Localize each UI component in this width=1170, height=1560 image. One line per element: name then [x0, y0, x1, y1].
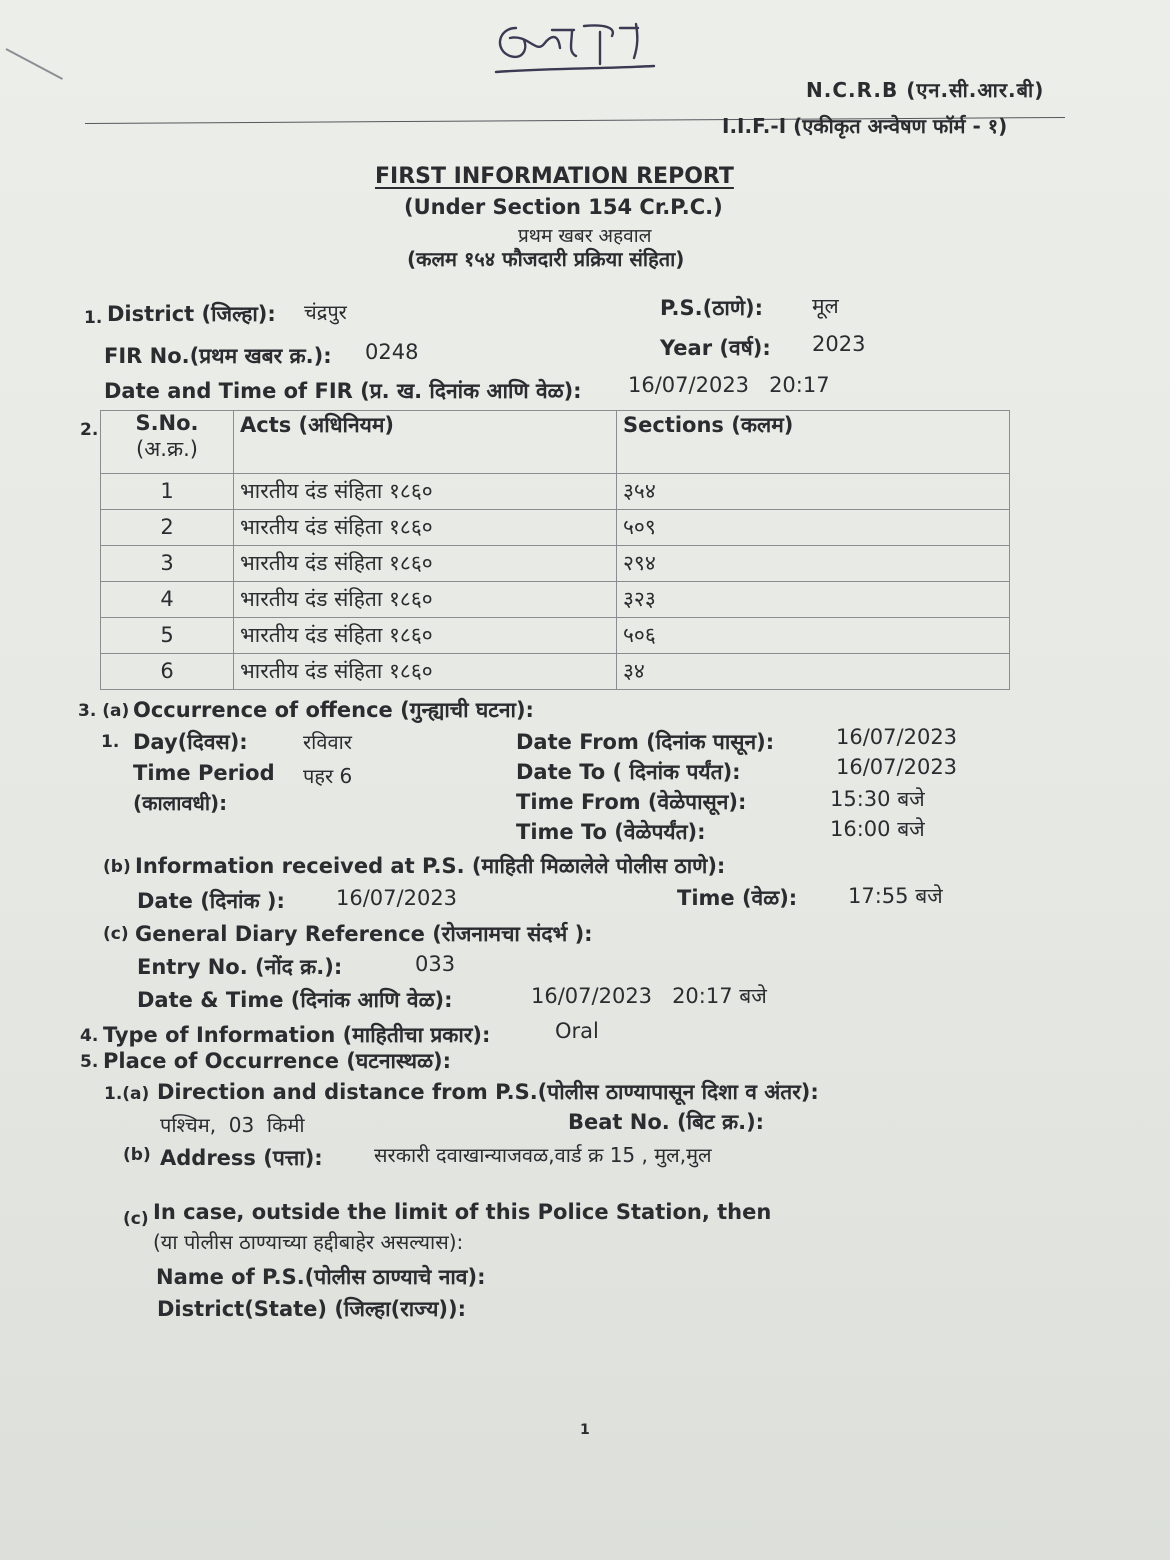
iif-header: I.I.F.-I (एकीकृत अन्वेषण फॉर्म - १): [722, 114, 1008, 138]
year-value: 2023: [812, 332, 866, 356]
acts-sections-table: [100, 410, 1010, 690]
row-section: २९४: [617, 546, 1010, 582]
address-value: सरकारी दवाखान्याजवळ,वार्ड क्र 15 , मुल,मुल: [374, 1143, 712, 1167]
row-act: भारतीय दंड संहिता १८६०: [234, 654, 617, 690]
section-2-number: 2.: [80, 420, 99, 440]
row-section: ३५४: [617, 474, 1010, 510]
ps-value: मूल: [812, 294, 839, 318]
info-type-value: Oral: [555, 1019, 599, 1043]
direction-label: Direction and distance from P.S.(पोलीस ठाण्यापासून दिशा व अंतर):: [157, 1080, 819, 1104]
row-act: भारतीय दंड संहिता १८६०: [234, 474, 617, 510]
report-subtitle-marathi: (कलम १५४ फौजदारी प्रक्रिया संहिता): [407, 247, 685, 271]
header-sno: S.No. (अ.क्र.): [101, 411, 234, 474]
time-period-label-marathi: (कालावधी):: [133, 791, 228, 815]
row-sno: 4: [101, 582, 234, 618]
table-row: [101, 654, 1010, 690]
section-5c-number: (c): [123, 1209, 149, 1229]
outside-district-state-label: District(State) (जिल्हा(राज्य)):: [157, 1297, 467, 1321]
handwritten-signature: [488, 14, 658, 76]
outside-ps-name-label: Name of P.S.(पोलीस ठाण्याचे नाव):: [156, 1265, 486, 1289]
time-to-value: 16:00 बजे: [830, 817, 925, 841]
report-title: FIRST INFORMATION REPORT: [375, 164, 734, 189]
section-4-number: 4.: [80, 1026, 99, 1046]
gd-datetime-label: Date & Time (दिनांक आणि वेळ):: [137, 988, 453, 1012]
section-5b-number: (b): [123, 1145, 151, 1165]
row-act: भारतीय दंड संहिता १८६०: [234, 546, 617, 582]
date-to-value: 16/07/2023: [836, 755, 958, 779]
row-section: ३४: [617, 654, 1010, 690]
info-time-value: 17:55 बजे: [848, 884, 943, 908]
staple-pin: [6, 48, 63, 80]
section-5-number: 5.: [80, 1052, 99, 1072]
day-value: रविवार: [303, 730, 352, 754]
place-label: Place of Occurrence (घटनास्थळ):: [103, 1049, 452, 1073]
row-section: ३२३: [617, 582, 1010, 618]
fir-number-label: FIR No.(प्रथम खबर क्र.):: [104, 344, 332, 368]
info-date-label: Date (दिनांक ):: [137, 889, 285, 913]
info-received-label: Information received at P.S. (माहिती मिळालेले पोलीस ठाणे):: [135, 854, 726, 878]
section-1-number: 1.: [84, 308, 103, 328]
district-label: District (जिल्हा):: [107, 302, 276, 326]
entry-number-value: 033: [415, 952, 456, 976]
fir-datetime-value: 16/07/2023 20:17: [628, 373, 830, 397]
header-acts: Acts (अधिनियम): [234, 411, 617, 474]
info-type-label: Type of Information (माहितीचा प्रकार):: [103, 1023, 491, 1047]
table-row: [101, 510, 1010, 546]
day-label: Day(दिवस):: [133, 730, 248, 754]
page-number: 1: [580, 1422, 590, 1438]
row-section: ५०६: [617, 618, 1010, 654]
fir-number-value: 0248: [365, 340, 419, 364]
row-sno: 6: [101, 654, 234, 690]
direction-value: पश्चिम, 03 किमी: [160, 1113, 305, 1137]
section-3c-number: (c): [103, 924, 129, 944]
time-from-value: 15:30 बजे: [830, 787, 925, 811]
occurrence-sub-number: 1.: [101, 732, 120, 752]
general-diary-label: General Diary Reference (रोजनामचा संदर्भ ):: [135, 922, 593, 946]
table-header-row: [101, 411, 1010, 474]
row-section: ५०९: [617, 510, 1010, 546]
beat-number-label: Beat No. (बिट क्र.):: [568, 1110, 765, 1134]
outside-limit-marathi: (या पोलीस ठाण्याच्या हद्दीबाहेर असल्यास):: [153, 1230, 464, 1254]
year-label: Year (वर्ष):: [660, 336, 771, 360]
row-sno: 2: [101, 510, 234, 546]
date-from-label: Date From (दिनांक पासून):: [516, 730, 775, 754]
table-row: [101, 618, 1010, 654]
row-sno: 1: [101, 474, 234, 510]
row-act: भारतीय दंड संहिता १८६०: [234, 510, 617, 546]
row-act: भारतीय दंड संहिता १८६०: [234, 618, 617, 654]
gd-datetime-value: 16/07/2023 20:17 बजे: [531, 984, 767, 1008]
ncrb-header: N.C.R.B (एन.सी.आर.बी): [806, 78, 1045, 102]
section-3a-number: 3. (a): [78, 701, 130, 721]
time-period-value: पहर 6: [303, 764, 353, 788]
row-act: भारतीय दंड संहिता १८६०: [234, 582, 617, 618]
table-row: [101, 474, 1010, 510]
occurrence-label: Occurrence of offence (गुन्ह्याची घटना):: [133, 698, 534, 722]
report-title-marathi: प्रथम खबर अहवाल: [518, 225, 652, 247]
report-subtitle: (Under Section 154 Cr.P.C.): [404, 195, 723, 219]
row-sno: 5: [101, 618, 234, 654]
fir-datetime-label: Date and Time of FIR (प्र. ख. दिनांक आणि वेळ):: [104, 379, 582, 403]
table-row: [101, 546, 1010, 582]
time-from-label: Time From (वेळेपासून):: [516, 790, 747, 814]
date-from-value: 16/07/2023: [836, 725, 958, 749]
info-date-value: 16/07/2023: [336, 886, 458, 910]
time-period-label: Time Period: [133, 761, 275, 785]
time-to-label: Time To (वेळेपर्यंत):: [516, 820, 706, 844]
table-row: [101, 582, 1010, 618]
section-5a-number: 1.(a): [104, 1084, 150, 1104]
outside-limit-label: In case, outside the limit of this Police Station, then: [153, 1200, 772, 1224]
section-3b-number: (b): [103, 857, 131, 877]
district-value: चंद्रपुर: [304, 300, 347, 324]
entry-number-label: Entry No. (नोंद क्र.):: [137, 955, 343, 979]
address-label: Address (पत्ता):: [160, 1146, 323, 1170]
date-to-label: Date To ( दिनांक पर्यंत):: [516, 760, 741, 784]
header-sections: Sections (कलम): [617, 411, 1010, 474]
ps-label: P.S.(ठाणे):: [660, 296, 764, 320]
row-sno: 3: [101, 546, 234, 582]
info-time-label: Time (वेळ):: [677, 886, 798, 910]
